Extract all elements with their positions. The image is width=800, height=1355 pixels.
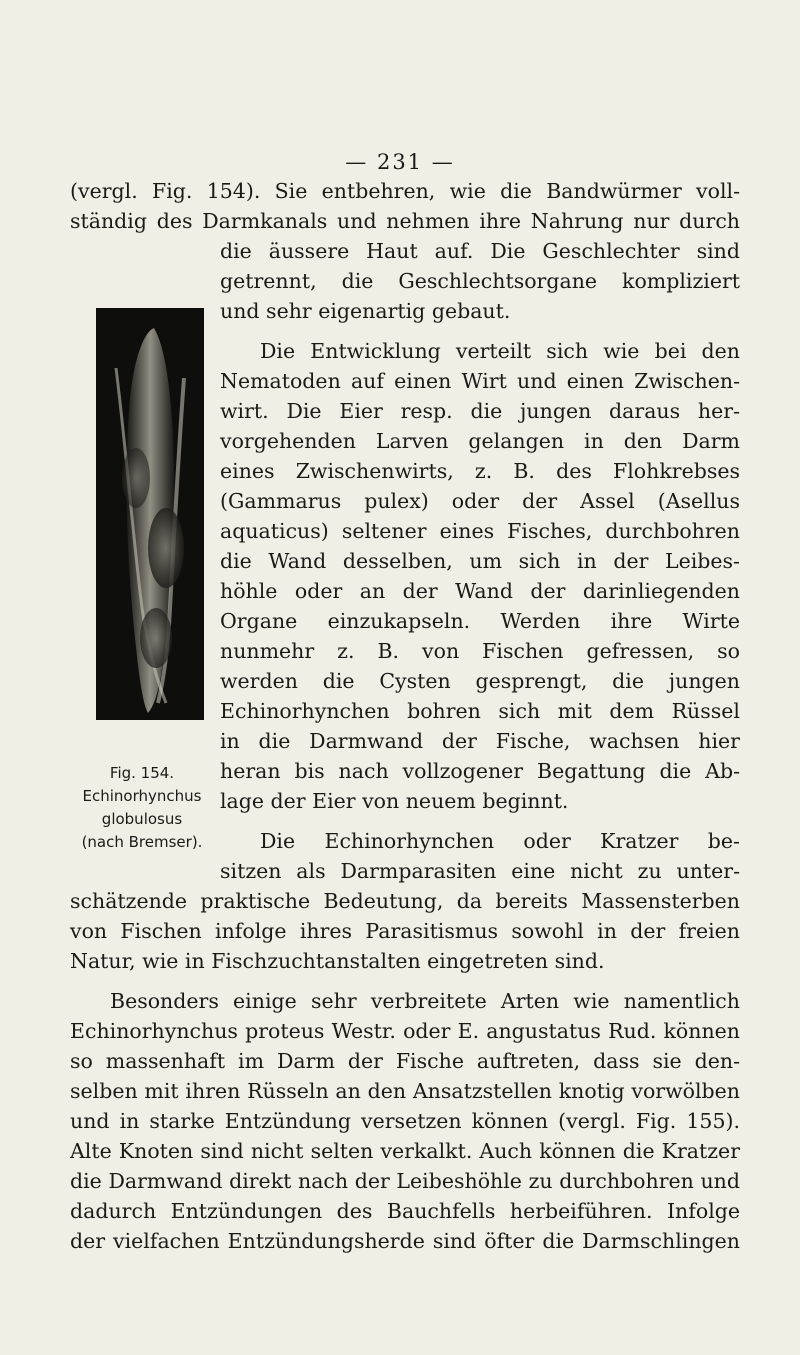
caption-line: Echinorhynchus bbox=[82, 787, 202, 805]
text-line: wirt. Die Eier resp. die jungen daraus her- bbox=[220, 399, 740, 423]
figure-154-photo bbox=[96, 308, 204, 720]
caption-line: (nach Bremser). bbox=[81, 833, 203, 851]
text-line: Alte Knoten sind nicht selten verkalkt. Auch können die Kratzer bbox=[70, 1139, 740, 1163]
text-line: die Darmwand direkt nach der Leibeshöhle zu durchbohren und bbox=[70, 1169, 740, 1193]
text-line: Organe einzukapseln. Werden ihre Wirte bbox=[220, 609, 740, 633]
text-line: eines Zwischenwirts, z. B. des Flohkrebses bbox=[220, 459, 740, 483]
text-line: Nematoden auf einen Wirt und einen Zwischen- bbox=[220, 369, 740, 393]
text-line: (Gammarus pulex) oder der Assel (Asellus bbox=[220, 489, 740, 513]
text-line: Echinorhynchen bohren sich mit dem Rüssel bbox=[220, 699, 740, 723]
text-line: nunmehr z. B. von Fischen gefressen, so bbox=[220, 639, 740, 663]
text-line: sitzen als Darmparasiten eine nicht zu unter- bbox=[220, 859, 740, 883]
text-line: werden die Cysten gesprengt, die jungen bbox=[220, 669, 740, 693]
text-line: der vielfachen Entzündungsherde sind öfter die Darmschlingen bbox=[70, 1229, 740, 1253]
text-line: so massenhaft im Darm der Fische auftreten, dass sie den- bbox=[70, 1049, 740, 1073]
echinorhynchus-illustration bbox=[96, 308, 204, 720]
text-line: aquaticus) seltener eines Fisches, durchbohren bbox=[220, 519, 740, 543]
text-line: die äussere Haut auf. Die Geschlechter sind bbox=[220, 239, 740, 263]
caption-line: Fig. 154. bbox=[109, 764, 175, 782]
text-line: vorgehenden Larven gelangen in den Darm bbox=[220, 429, 740, 453]
text-line: höhle oder an der Wand der darinliegenden bbox=[220, 579, 740, 603]
text-line: lage der Eier von neuem beginnt. bbox=[220, 789, 569, 813]
text-line: Natur, wie in Fischzuchtanstalten eingetreten sind. bbox=[70, 949, 605, 973]
text-line: Besonders einige sehr verbreitete Arten wie namentlich bbox=[110, 989, 740, 1013]
text-line: selben mit ihren Rüsseln an den Ansatzstellen knotig vorwölben bbox=[70, 1079, 740, 1103]
text-line: in die Darmwand der Fische, wachsen hier bbox=[220, 729, 740, 753]
page-number: — 231 — bbox=[345, 150, 455, 174]
text-line: von Fischen infolge ihres Parasitismus sowohl in der freien bbox=[70, 919, 740, 943]
text-line: (vergl. Fig. 154). Sie entbehren, wie die Bandwürmer voll- bbox=[70, 179, 740, 203]
caption-line: globulosus bbox=[101, 810, 183, 828]
text-line: schätzende praktische Bedeutung, da bereits Massensterben bbox=[70, 889, 740, 913]
text-line: die Wand desselben, um sich in der Leibes- bbox=[220, 549, 740, 573]
text-line: Die Entwicklung verteilt sich wie bei den bbox=[260, 339, 740, 363]
text-line: dadurch Entzündungen des Bauchfells herbeiführen. Infolge bbox=[70, 1199, 740, 1223]
text-line: und in starke Entzündung versetzen können (vergl. Fig. 155). bbox=[70, 1109, 740, 1133]
text-line: und sehr eigenartig gebaut. bbox=[220, 299, 511, 323]
text-line: Die Echinorhynchen oder Kratzer be- bbox=[260, 829, 740, 853]
text-line: heran bis nach vollzogener Begattung die Ab- bbox=[220, 759, 740, 783]
text-line: getrennt, die Geschlechtsorgane kompliziert bbox=[220, 269, 740, 293]
text-line: Echinorhynchus proteus Westr. oder E. angustatus Rud. können bbox=[70, 1019, 740, 1043]
text-line: ständig des Darmkanals und nehmen ihre Nahrung nur durch bbox=[70, 209, 740, 233]
